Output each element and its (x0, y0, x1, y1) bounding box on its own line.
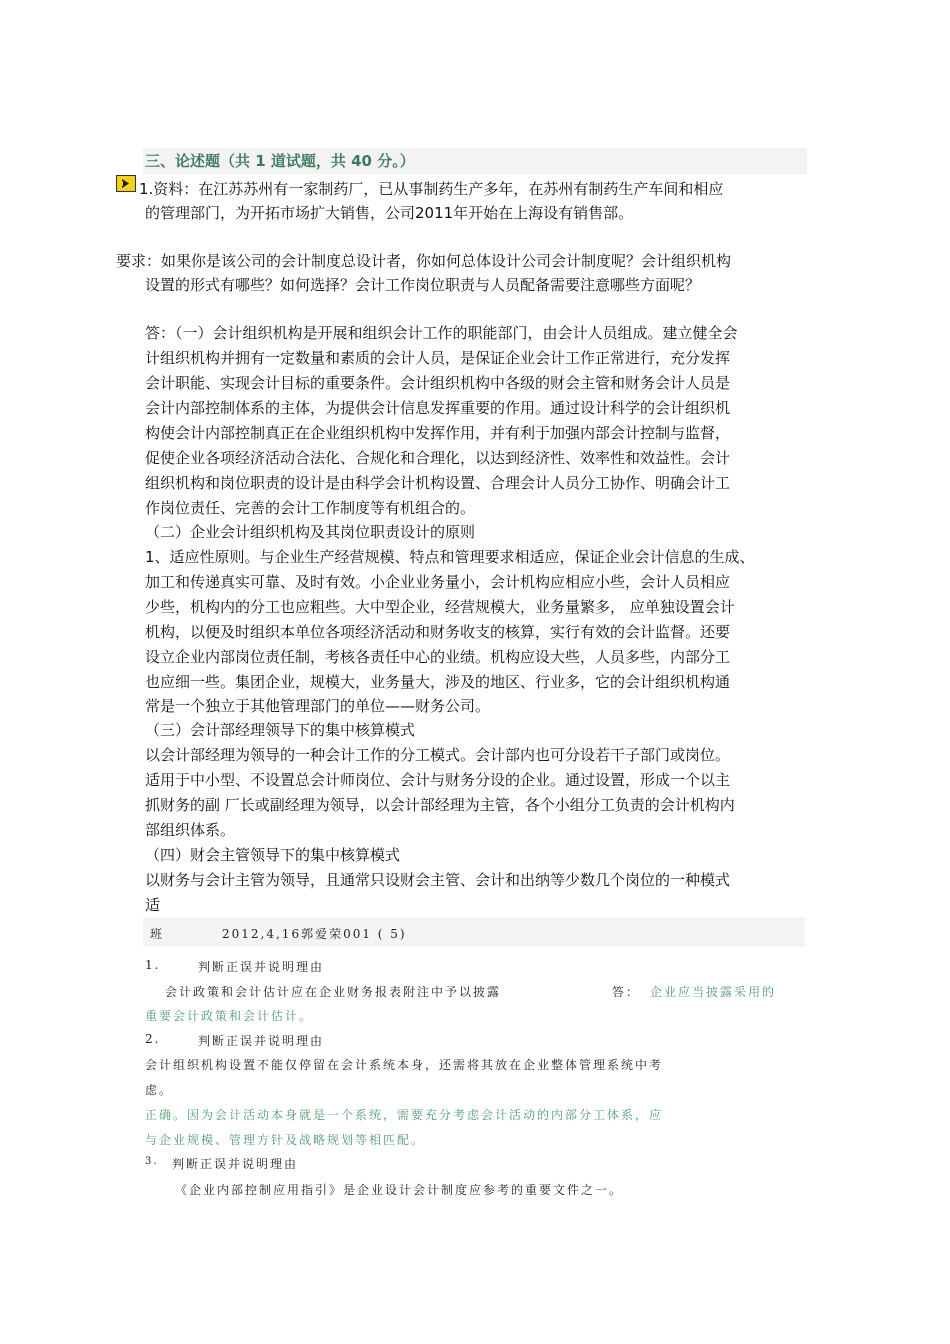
class-label: 班 (150, 927, 165, 941)
item-answer: 重要会计政策和会计估计。 (145, 1009, 314, 1023)
answer-subheading: （三）会计部经理领导下的集中核算模式 (145, 721, 416, 739)
answer-line: 适用于中小型、不设置总会计师岗位、会计与财务分设的企业。通过设置，形成一个以主 (145, 771, 731, 789)
answer-line: 答：（一）会计组织机构是开展和组织会计工作的职能部门，由会计人员组成。建立健全会 (145, 324, 738, 342)
item-heading: 判断正误并说明理由 (198, 960, 325, 974)
question-line: 的管理部门，为开拓市场扩大销售，公司2011年开始在上海设有销售部。 (145, 204, 634, 222)
answer-line: 常是一个独立于其他管理部门的单位——财务公司。 (145, 697, 491, 715)
item-number: 2. (145, 1032, 161, 1046)
answer-line: 会计内部控制体系的主体，为提供会计信息发挥重要的作用。通过设计科学的会计组织机 (145, 399, 731, 417)
answer-subheading: （二）企业会计组织机构及其岗位职责设计的原则 (145, 523, 476, 541)
answer-line: 构使会计内部控制真正在企业组织机构中发挥作用，并有利于加强内部会计控制与监督， (145, 424, 731, 442)
answer-line: 以会计部经理为领导的一种会计工作的分工模式。会计部内也可分设若干子部门或岗位。 (145, 746, 731, 764)
answer-line: 抓财务的副 厂长或副经理为领导，以会计部经理为主管，各个小组分工负责的会计机构内 (145, 796, 735, 814)
class-info: 2012,4,16郭爱荣001 ( 5) (222, 927, 407, 941)
item-statement: 《企业内部控制应用指引》是企业设计会计制度应参考的重要文件之一。 (175, 1183, 624, 1197)
requirement-line: 设置的形式有哪些？如何选择？会计工作岗位职责与人员配备需要注意哪些方面呢？ (145, 276, 701, 294)
item-number: 3. (145, 1156, 159, 1167)
answer-line: 以财务与会计主管为领导，且通常只设财会主管、会计和出纳等少数几个岗位的一种模式 (145, 871, 731, 889)
answer-line: 机构，以便及时组织本单位各项经济活动和财务收支的核算，实行有效的会计监督。还要 (145, 623, 731, 641)
question-line: 1.资料：在江苏苏州有一家制药厂，已从事制药生产多年，在苏州有制药生产车间和相应 (139, 180, 724, 198)
answer-line: 也应细一些。集团企业，规模大，业务量大，涉及的地区、行业多，它的会计组织机构通 (145, 673, 731, 691)
item-heading: 判断正误并说明理由 (198, 1034, 325, 1048)
item-number: 1. (145, 958, 161, 972)
answer-line: 设立企业内部岗位责任制，考核各责任中心的业绩。机构应设大些，人员多些，内部分工 (145, 648, 731, 666)
item-answer: 企业应当披露采用的 (650, 985, 777, 999)
answer-line: 促使企业各项经济活动合法化、合规化和合理化，以达到经济性、效率性和效益性。会计 (145, 449, 731, 467)
answer-line: 计组织机构并拥有一定数量和素质的会计人员，是保证企业会计工作正常进行，充分发挥 (145, 349, 731, 367)
item-heading: 判断正误并说明理由 (172, 1157, 299, 1171)
item-statement: 会计政策和会计估计应在企业财务报表附注中予以披露 (165, 985, 502, 999)
section-title: 三、论述题（共 1 道试题，共 40 分。） (145, 152, 415, 170)
answer-subheading: （四）财会主管领导下的集中核算模式 (145, 846, 401, 864)
answer-line: 部组织体系。 (145, 821, 236, 839)
answer-line: 少些，机构内的分工也应粗些。大中型企业，经营规模大，业务量繁多， 应单独设置会计 (145, 598, 735, 616)
arrow-icon-glyph (120, 178, 132, 189)
answer-line: 组织机构和岗位职责的设计是由科学会计机构设置、合理会计人员分工协作、明确会计工 (145, 474, 731, 492)
item-statement: 会计组织机构设置不能仅停留在会计系统本身，还需将其放在企业整体管理系统中考 (145, 1058, 664, 1072)
answer-line: 适 (145, 896, 161, 914)
item-statement: 虑。 (145, 1083, 174, 1097)
arrow-icon[interactable] (116, 175, 136, 192)
item-answer: 与企业规模、管理方针及战略规划等相匹配。 (145, 1133, 426, 1147)
answer-prefix: 答： (612, 985, 641, 999)
answer-line: 加工和传递真实可靠、及时有效。小企业业务量小，会计机构应相应小些，会计人员相应 (145, 573, 731, 591)
answer-line: 作岗位责任、完善的会计工作制度等有机组合的。 (145, 499, 476, 517)
answer-line: 1、适应性原则。与企业生产经营规模、特点和管理要求相适应，保证企业会计信息的生成、 (145, 548, 755, 566)
requirement-line: 要求：如果你是该公司的会计制度总设计者，你如何总体设计公司会计制度呢？会计组织机构 (116, 252, 732, 270)
answer-line: 会计职能、实现会计目标的重要条件。会计组织机构中各级的财会主管和财务会计人员是 (145, 374, 731, 392)
item-answer: 正确。因为会计活动本身就是一个系统，需要充分考虑会计活动的内部分工体系，应 (145, 1108, 664, 1122)
